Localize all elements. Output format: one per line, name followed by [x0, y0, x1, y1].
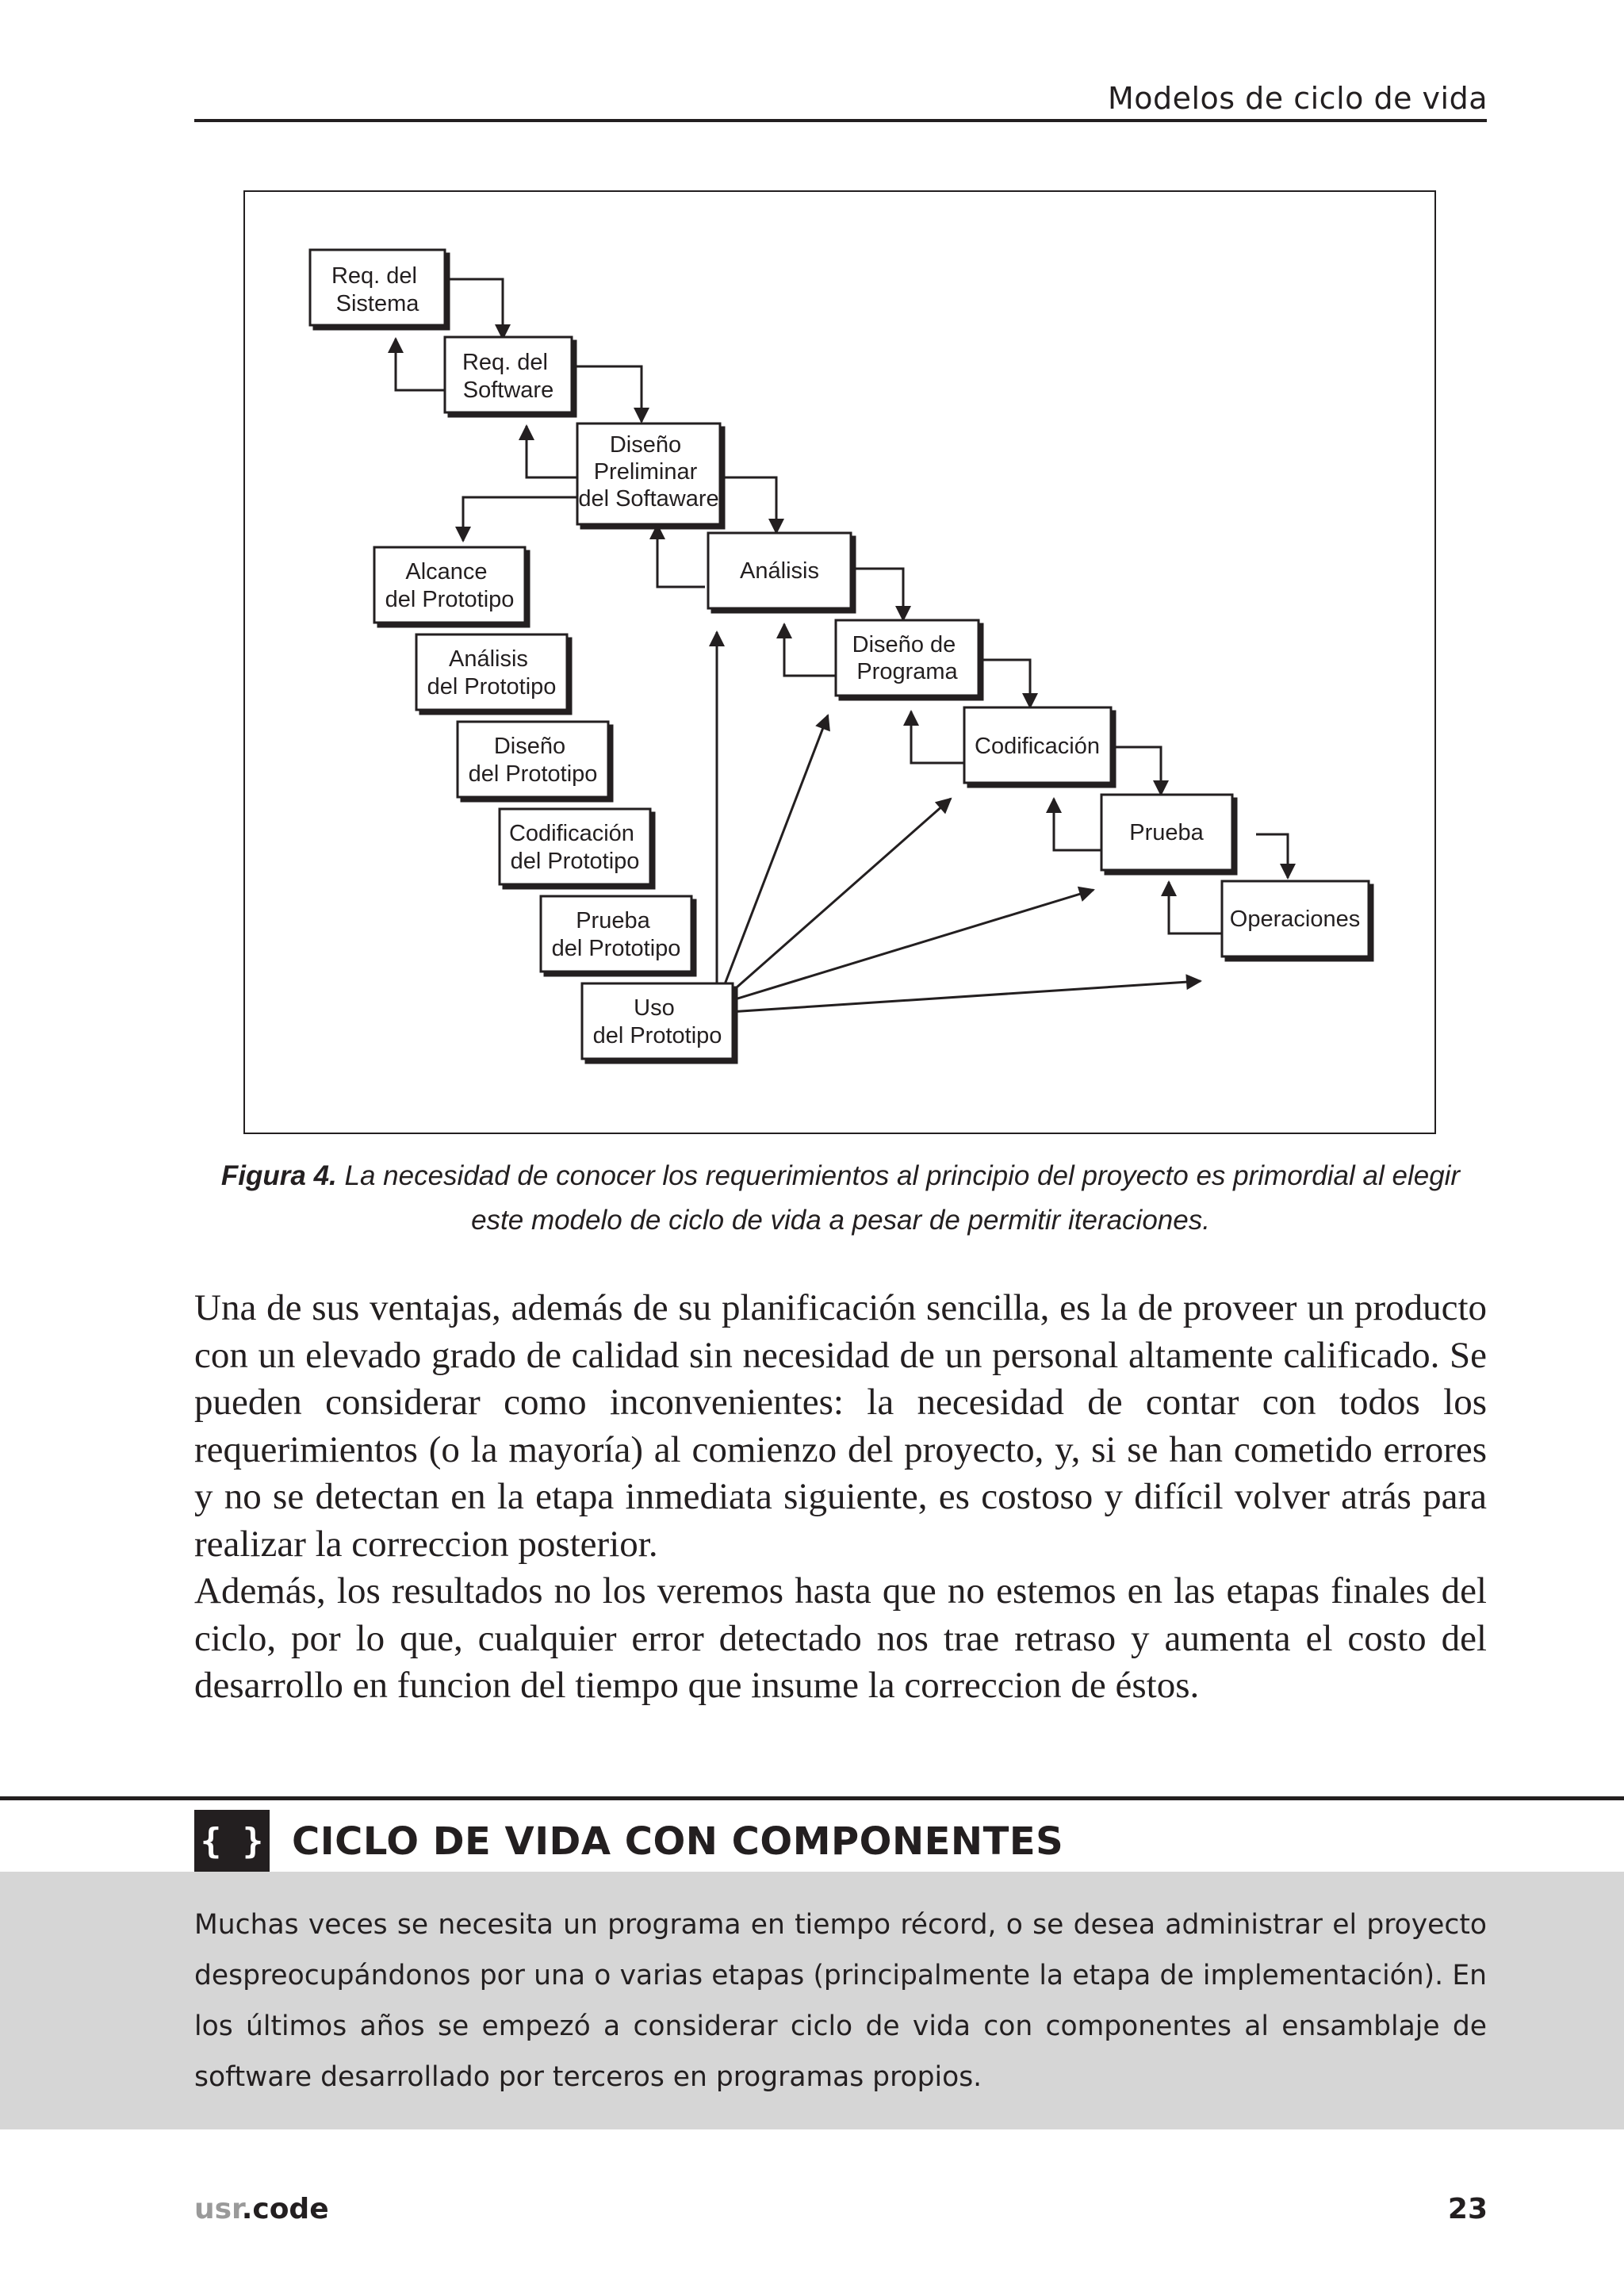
caption-text: La necesidad de conocer los requerimientos al principio del proyecto es primordial al elegir este modelo de ciclo de vida a pesar de permitir iteraciones. — [336, 1160, 1461, 1236]
flow-arrow — [1109, 747, 1161, 795]
feedback-arrow — [657, 525, 705, 587]
flow-arrow — [1256, 834, 1288, 878]
radiating-arrow — [717, 890, 1094, 1005]
feedback-arrow — [911, 711, 964, 763]
body-paragraph: Una de sus ventajas, además de su planificación sencilla, es la de proveer un producto con un elevado grado de calidad sin necesidad de un personal altamente calificado. Se pueden considerar como inconvenientes: la necesidad de contar con todos los requerimientos (o la mayoría) al comienzo del proyecto, y, si se han cometido errores y no se detectan en la etapa inmediata siguiente, es costoso y difícil volver atrás para realizar la correccion posterior. — [194, 1287, 1487, 1565]
flow-arrow — [852, 569, 903, 620]
section-title: CICLO DE VIDA CON COMPONENTES — [292, 1819, 1064, 1864]
label-prueba: Prueba — [1129, 820, 1204, 845]
body-text — [194, 1285, 1487, 1710]
feedback-arrow — [396, 339, 447, 390]
radiating-arrow — [717, 981, 1201, 1013]
code-braces-icon: { } — [194, 1810, 270, 1873]
label-req-sistema: Req. del Sistema — [331, 263, 419, 316]
caption-lead: Figura 4. — [220, 1160, 337, 1191]
label-diseno-prototipo: Diseño del Prototipo — [468, 734, 598, 787]
label-diseno-programa: Diseño de Programa — [852, 632, 958, 684]
radiating-arrow — [717, 715, 828, 1005]
brand-prefix: usr — [194, 2193, 242, 2225]
label-codificacion-prototipo: Codificación del Prototipo — [508, 821, 640, 874]
prototype-entry-arrow — [463, 497, 578, 541]
label-prueba-prototipo: Prueba del Prototipo — [551, 908, 681, 961]
header-rule — [194, 119, 1487, 122]
body-paragraph: Además, los resultados no los veremos hasta que no estemos en las etapas finales del ciclo, por lo que, cualquier error detectado nos trae retraso y aumenta el costo del desarrollo en funcion del tiempo que insume la correccion de éstos. — [194, 1570, 1487, 1706]
section-rule — [0, 1796, 1624, 1800]
section-text: Muchas veces se necesita un programa en tiempo récord, o se desea administrar el proyecto despreocupándonos por una o varias etapas (principalmente la etapa de implementación). En los últimos años se empezó a considerar ciclo de vida con componentes al ensamblaje de software desarrollado por terceros en programas propios. — [194, 1909, 1487, 2093]
flow-arrow — [979, 660, 1030, 707]
feedback-arrow — [1169, 882, 1228, 933]
label-operaciones: Operaciones — [1229, 907, 1361, 932]
waterfall-prototype-diagram — [245, 192, 1434, 1133]
footer-brand — [194, 2193, 329, 2225]
label-diseno-preliminar: Diseño Preliminar del Softaware — [578, 432, 719, 512]
label-alcance-prototipo: Alcance del Prototipo — [385, 559, 515, 612]
running-header: Modelos de ciclo de vida — [1107, 81, 1488, 116]
radiating-arrow — [717, 799, 951, 1005]
feedback-arrow — [527, 426, 578, 477]
feedback-arrow — [1054, 799, 1101, 850]
label-uso-prototipo: Uso del Prototipo — [592, 995, 722, 1048]
brand-suffix: .code — [241, 2193, 329, 2225]
label-codificacion: Codificación — [975, 734, 1100, 759]
label-req-software: Req. del Software — [462, 350, 554, 403]
label-analisis-prototipo: Análisis del Prototipo — [427, 646, 557, 700]
label-analisis: Análisis — [740, 558, 819, 584]
figure-caption — [194, 1154, 1487, 1243]
figure-frame — [243, 190, 1436, 1134]
page-number: 23 — [1447, 2193, 1488, 2225]
